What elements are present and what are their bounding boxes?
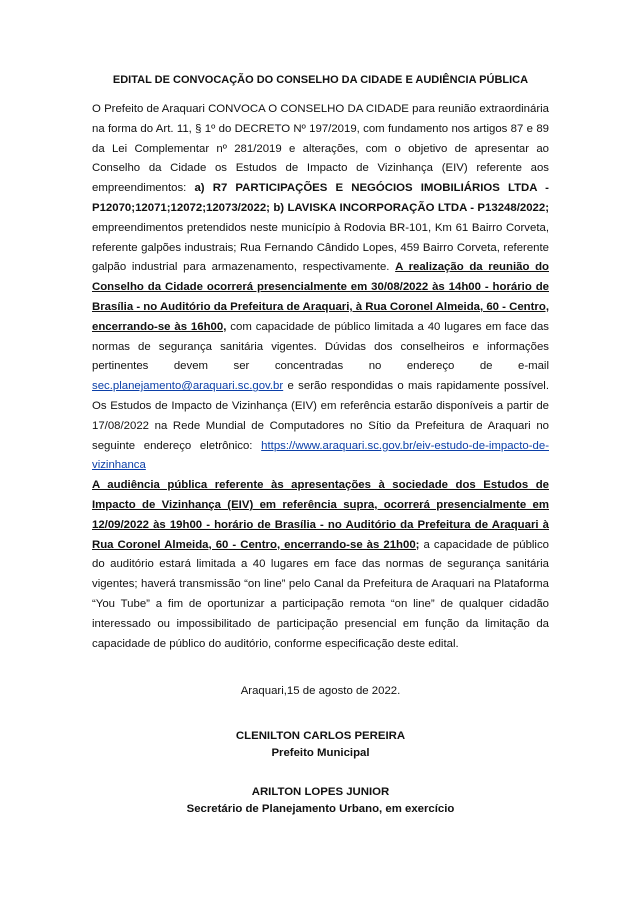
signer-role: Secretário de Planejamento Urbano, em exercício — [186, 803, 455, 816]
body-paragraph — [92, 100, 549, 654]
intro-text: O Prefeito de Araquari CONVOCA O CONSELHO DA CIDADE para reunião extraordinária na forma do Art. 11, § 1º do DECRETO Nº 197/2019, com fundamento nos artigos 87 e 89 da Lei Complementar nº 281/2019 e alterações, com o objetivo de apresentar ao Conselho da Cidade os Estudos de Impacto de Vizinhança (EIV) referente aos empreendimentos: — [92, 103, 549, 195]
signer-name: ARILTON LOPES JUNIOR — [251, 786, 390, 799]
hearing-details: A audiência pública referente às apresentações à sociedade dos Estudos de Impacto de Vizinhança (EIV) em referência supra, ocorrerá presencialmente em 12/09/2022 às 19h00 - horário de Brasília - no Auditório da Prefeitura de Araquari à Rua Coronel Almeida, 60 - Centro, encerrando-se às 21h00; — [92, 479, 549, 551]
document-date: Araquari,15 de agosto de 2022. — [240, 685, 401, 698]
document-title: EDITAL DE CONVOCAÇÃO DO CONSELHO DA CIDADE E AUDIÊNCIA PÚBLICA — [112, 74, 529, 86]
meeting-details: A realização da reunião do Conselho da Cidade ocorrerá presencialmente em 30/08/2022 às 14h00 - horário de Brasília - no Auditório da Prefeitura de Araquari, à Rua Coronel Almeida, 60 - Centro, encerrando-se às 16h00, — [92, 261, 549, 333]
document-page — [92, 72, 549, 818]
signature-block-secretary — [92, 784, 549, 818]
hearing-text: a capacidade de público do auditório estará limitada a 40 lugares em face das normas de segurança sanitária vigentes; haverá transmissão “on line” pelo Canal da Prefeitura de Araquari na Plataforma “You Tube” a fim de oportunizar a participação remota “on line” de qualquer cidadão interessado ou impossibilitado de participação presencial em função da limitação da capacidade de público do auditório, conforme especificação deste edital. — [92, 538, 549, 650]
eiv-url-link[interactable]: https://www.araquari.sc.gov.br/eiv-estudo-de-impacto-de-vizinhanca — [92, 439, 549, 472]
projects-location-text: empreendimentos pretendidos neste município à Rodovia BR-101, Km 61 Bairro Corveta, referente galpões industrais; Rua Fernando Cândido Lopes, 459 Bairro Corveta, referente galpão industrial para armazenamento, respectivamente. — [92, 221, 549, 274]
signer-role: Prefeito Municipal — [271, 747, 370, 760]
projects-list: a) R7 PARTICIPAÇÕES E NEGÓCIOS IMOBILIÁRIOS LTDA - P12070;12071;12072;12073/2022; b) LAVISKA INCORPORAÇÃO LTDA - P13248/2022; — [92, 182, 549, 214]
email-link[interactable]: sec.planejamento@araquari.sc.gov.br — [92, 380, 284, 393]
capacity-text: com capacidade de público limitada a 40 lugares em face das normas de segurança sanitária vigentes. Dúvidas dos conselheiros e informações pertinentes devem ser concentradas no endereço de e-mail — [92, 320, 549, 373]
signature-block-mayor — [92, 728, 549, 762]
signer-name: CLENILTON CARLOS PEREIRA — [235, 730, 406, 743]
availability-text: e serão respondidas o mais rapidamente possível. Os Estudos de Impacto de Vizinhança (EIV) em referência estarão disponíveis a partir de 17/08/2022 na Rede Mundial de Computadores no Sítio da Prefeitura de Araquari no seguinte endereço eletrônico: — [92, 380, 549, 452]
